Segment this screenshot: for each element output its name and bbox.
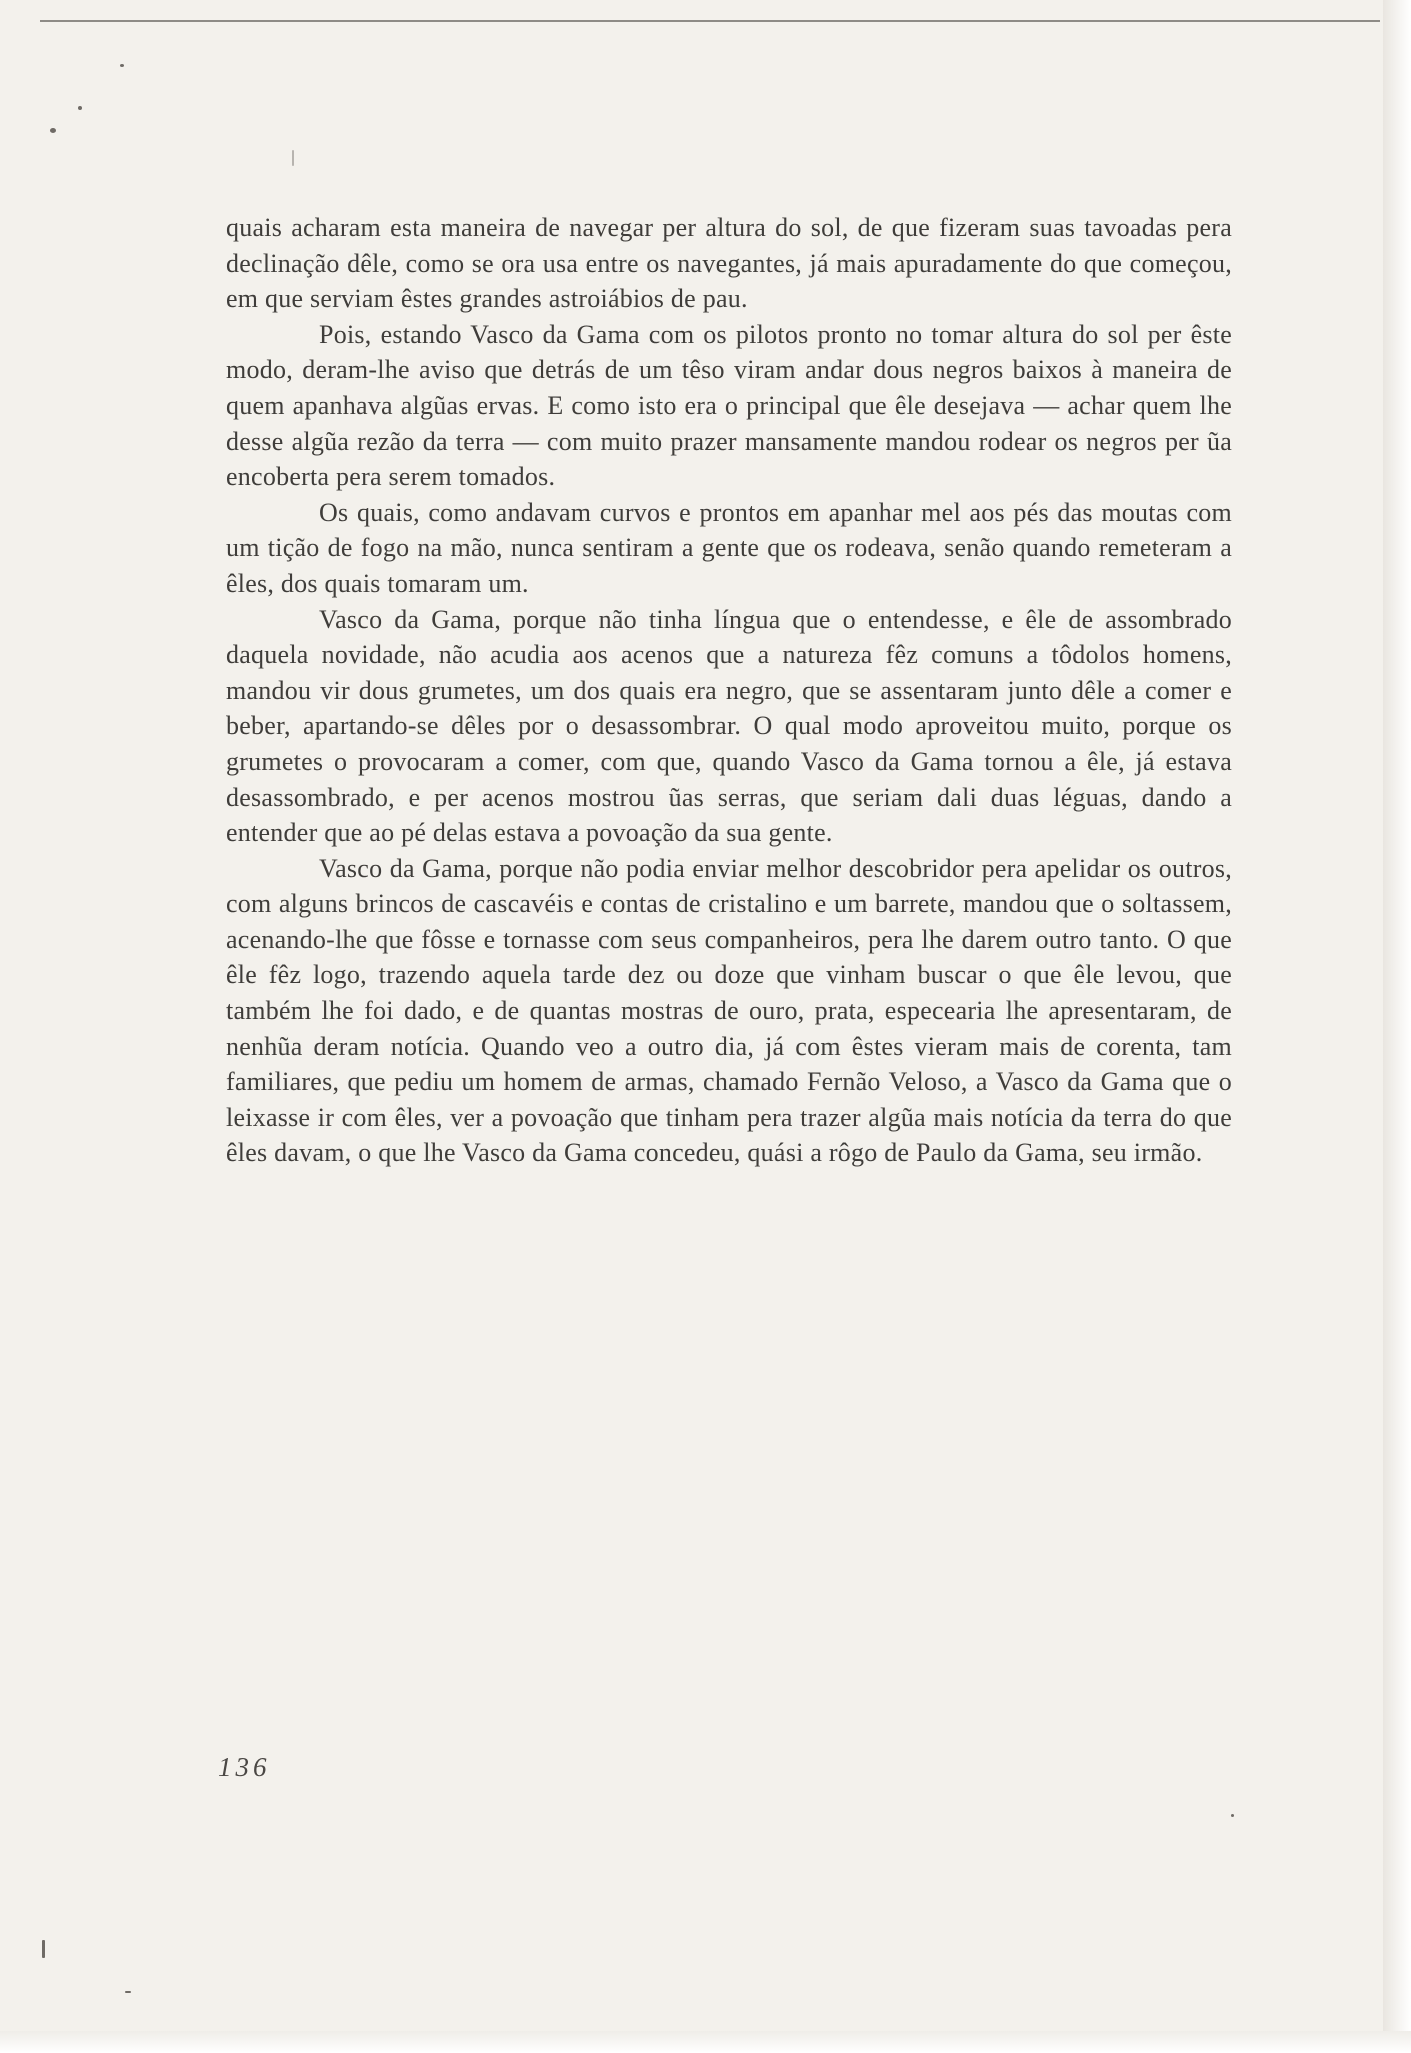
- paper-speck: [78, 106, 82, 110]
- paper-speck: [120, 64, 124, 67]
- page-right-shadow: [1383, 0, 1411, 2053]
- paper-speck: [42, 1940, 45, 1958]
- body-text: [226, 210, 1232, 1171]
- page-number: 136: [218, 1752, 271, 1782]
- paragraph-2: Pois, estando Vasco da Gama com os pilotos pronto no tomar altura do sol per êste modo, deram-lhe aviso que detrás de um têso viram andar dous negros baixos à maneira de quem apanhava algũas ervas. E como isto era o principal que êle desejava — achar quem lhe desse algũa rezão da terra — com muito prazer mansamente mandou rodear os negros per ũa encoberta pera serem tomados.: [226, 319, 1232, 492]
- page-bottom-fade: [0, 2031, 1411, 2053]
- paragraph-5: Vasco da Gama, porque não podia enviar melhor descobridor pera apelidar os outros, com alguns brincos de cascavéis e contas de cristalino e um barrete, mandou que o soltassem, acenando-lhe que fôsse e tornasse com seus companheiros, pera lhe darem outro tanto. O que êle fêz logo, trazendo aquela tarde dez ou doze que vinham buscar o que êle levou, que também lhe foi dado, e de quantas mostras de ouro, prata, especearia lhe apresentaram, de nenhũa deram notícia. Quando veo a outro dia, já com êstes vieram mais de corenta, tam familiares, que pediu um homem de armas, chamado Fernão Veloso, a Vasco da Gama que o leixasse ir com êles, ver a povoação que tinham pera trazer algũa mais notícia da terra do que êles davam, o que lhe Vasco da Gama concedeu, quási a rôgo de Paulo da Gama, seu irmão.: [226, 853, 1232, 1168]
- paper-speck: [125, 1991, 131, 1993]
- paper-speck: [292, 150, 294, 166]
- paper-speck: [1231, 1814, 1234, 1817]
- paragraph-1: quais acharam esta maneira de navegar per altura do sol, de que fizeram suas tavoadas pera declinação dêle, como se ora usa entre os navegantes, já mais apuradamente do que começou, em que serviam êstes grandes astroiábios de pau.: [226, 213, 1232, 314]
- paper-speck: [50, 128, 56, 133]
- paragraph-3: Os quais, como andavam curvos e prontos em apanhar mel aos pés das moutas com um tição de fogo na mão, nunca sentiram a gente que os rodeava, senão quando remeteram a êles, dos quais tomaram um.: [226, 497, 1232, 598]
- paragraph-4: Vasco da Gama, porque não tinha língua que o entendesse, e êle de assombrado daquela novidade, não acudia aos acenos que a natureza fêz comuns a tôdolos homens, mandou vir dous grumetes, um dos quais era negro, que se assentaram junto dêle a comer e beber, apartando-se dêles por o desassombrar. O qual modo aproveitou muito, porque os grumetes o provocaram a comer, com que, quando Vasco da Gama tornou a êle, já estava desassombrado, e per acenos mostrou ũas serras, que seriam dali duas léguas, dando a entender que ao pé delas estava a povoação da sua gente.: [226, 604, 1232, 848]
- page-top-edge: [40, 20, 1380, 22]
